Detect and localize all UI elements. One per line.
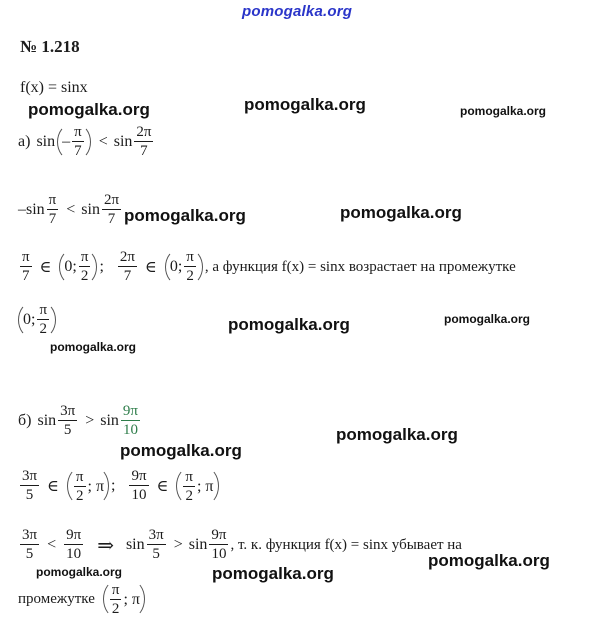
fraction-pi-over-2: $\frac{\pi}{2}$ (39, 302, 48, 337)
interval: 0; $\frac{\pi}{2}$ (165, 249, 203, 285)
greater-than: > (173, 536, 183, 553)
sin-text: sin (188, 536, 208, 553)
part-a-interval (16, 302, 58, 338)
watermark: pomogalka.org (340, 203, 462, 222)
watermark: pomogalka.org (228, 315, 350, 334)
sin-text: sin (113, 133, 133, 150)
fraction-3pi-over-5: $\frac{3\pi}{5}$ (22, 527, 38, 562)
sin-text: sin (81, 201, 100, 218)
fraction-3pi-over-5: $\frac{3\pi}{5}$ (22, 468, 38, 503)
part-b-label: б) (18, 412, 32, 429)
interval: 0; $\frac{\pi}{2}$ (18, 302, 56, 338)
minus-sign: – (18, 201, 26, 218)
fraction-9pi-over-10: $\frac{9\pi}{10}$ (66, 527, 82, 562)
fraction-pi-over-7: $\frac{\pi}{7}$ (48, 192, 57, 227)
problem-number: № 1.218 (20, 37, 80, 56)
fraction-3pi-over-5: $\frac{3\pi}{5}$ (60, 403, 76, 438)
function-definition: f(x) = sinx (20, 79, 88, 96)
part-a-inequality (18, 124, 155, 160)
fraction-9pi-over-10: $\frac{9\pi}{10}$ (131, 468, 147, 503)
sin-text: sin (100, 412, 119, 429)
fraction-pi-over-2: $\frac{\pi}{2}$ (111, 582, 120, 617)
fraction-3pi-over-5: $\frac{3\pi}{5}$ (148, 527, 164, 562)
element-of: ∈ (144, 259, 157, 276)
part-a-step (18, 193, 123, 227)
fraction-2pi-over-7: $\frac{2\pi}{7}$ (103, 192, 120, 227)
fraction-pi-over-7: $\frac{\pi}{7}$ (74, 124, 82, 159)
interval: $\frac{\pi}{2}$ ; π (103, 580, 145, 618)
watermark: pomogalka.org (28, 100, 150, 119)
element-of: ∈ (39, 259, 52, 276)
watermark: pomogalka.org (124, 206, 246, 225)
implies-arrow: ⇒ (97, 534, 114, 557)
element-of: ∈ (156, 478, 169, 495)
fraction-pi-over-2: $\frac{\pi}{2}$ (186, 249, 194, 284)
part-a-membership (18, 249, 516, 285)
element-of: ∈ (47, 478, 59, 495)
part-b-conclusion (18, 528, 462, 562)
sin-text: sin (37, 412, 57, 429)
part-b-inequality (18, 404, 142, 438)
fraction-9pi-over-10: $\frac{9\pi}{10}$ (122, 403, 138, 438)
fraction-pi-over-2: $\frac{\pi}{2}$ (185, 469, 193, 504)
watermark: pomogalka.org (336, 425, 458, 444)
sin-text: sin (26, 201, 45, 218)
part-b-membership (18, 467, 221, 505)
interval: 0; $\frac{\pi}{2}$ (59, 249, 97, 285)
parentheses (57, 124, 91, 160)
reason-text: , т. к. функция f(x) = sinx убывает на (230, 536, 462, 553)
sin-text: sin (36, 133, 56, 150)
part-a-label: а) (18, 133, 31, 150)
less-than: < (47, 536, 57, 553)
part-b-interval (18, 580, 147, 618)
interval: $\frac{\pi}{2}$ ; π (176, 467, 218, 505)
fraction-pi-over-7: $\frac{\pi}{7}$ (22, 249, 30, 284)
less-than: < (66, 201, 76, 218)
watermark: pomogalka.org (36, 565, 123, 579)
watermark: pomogalka.org (460, 104, 547, 118)
watermark: pomogalka.org (50, 340, 137, 354)
interval: $\frac{\pi}{2}$ ; π (67, 467, 109, 505)
conclusion-text: , а функция f(x) = sinx возрастает на промежутке (204, 258, 516, 275)
watermark: pomogalka.org (120, 441, 242, 460)
fraction-2pi-over-7: $\frac{2\pi}{7}$ (119, 249, 135, 284)
watermark: pomogalka.org (428, 551, 550, 570)
fraction-2pi-over-7: $\frac{2\pi}{7}$ (136, 124, 152, 159)
sin-text: sin (125, 536, 145, 553)
watermark: pomogalka.org (444, 312, 531, 326)
less-than: < (98, 133, 108, 150)
fraction-pi-over-2: $\frac{\pi}{2}$ (75, 469, 84, 504)
minus-sign: – (62, 133, 71, 150)
top-watermark: pomogalka.org (242, 3, 353, 20)
watermark: pomogalka.org (212, 564, 334, 583)
semicolon: ; (111, 477, 116, 494)
semicolon: ; (99, 258, 104, 275)
watermark: pomogalka.org (244, 95, 366, 114)
interval-label: промежутке (18, 590, 95, 607)
greater-than: > (85, 412, 95, 429)
fraction-pi-over-2: $\frac{\pi}{2}$ (80, 249, 89, 284)
fraction-9pi-over-10: $\frac{9\pi}{10}$ (211, 527, 227, 562)
